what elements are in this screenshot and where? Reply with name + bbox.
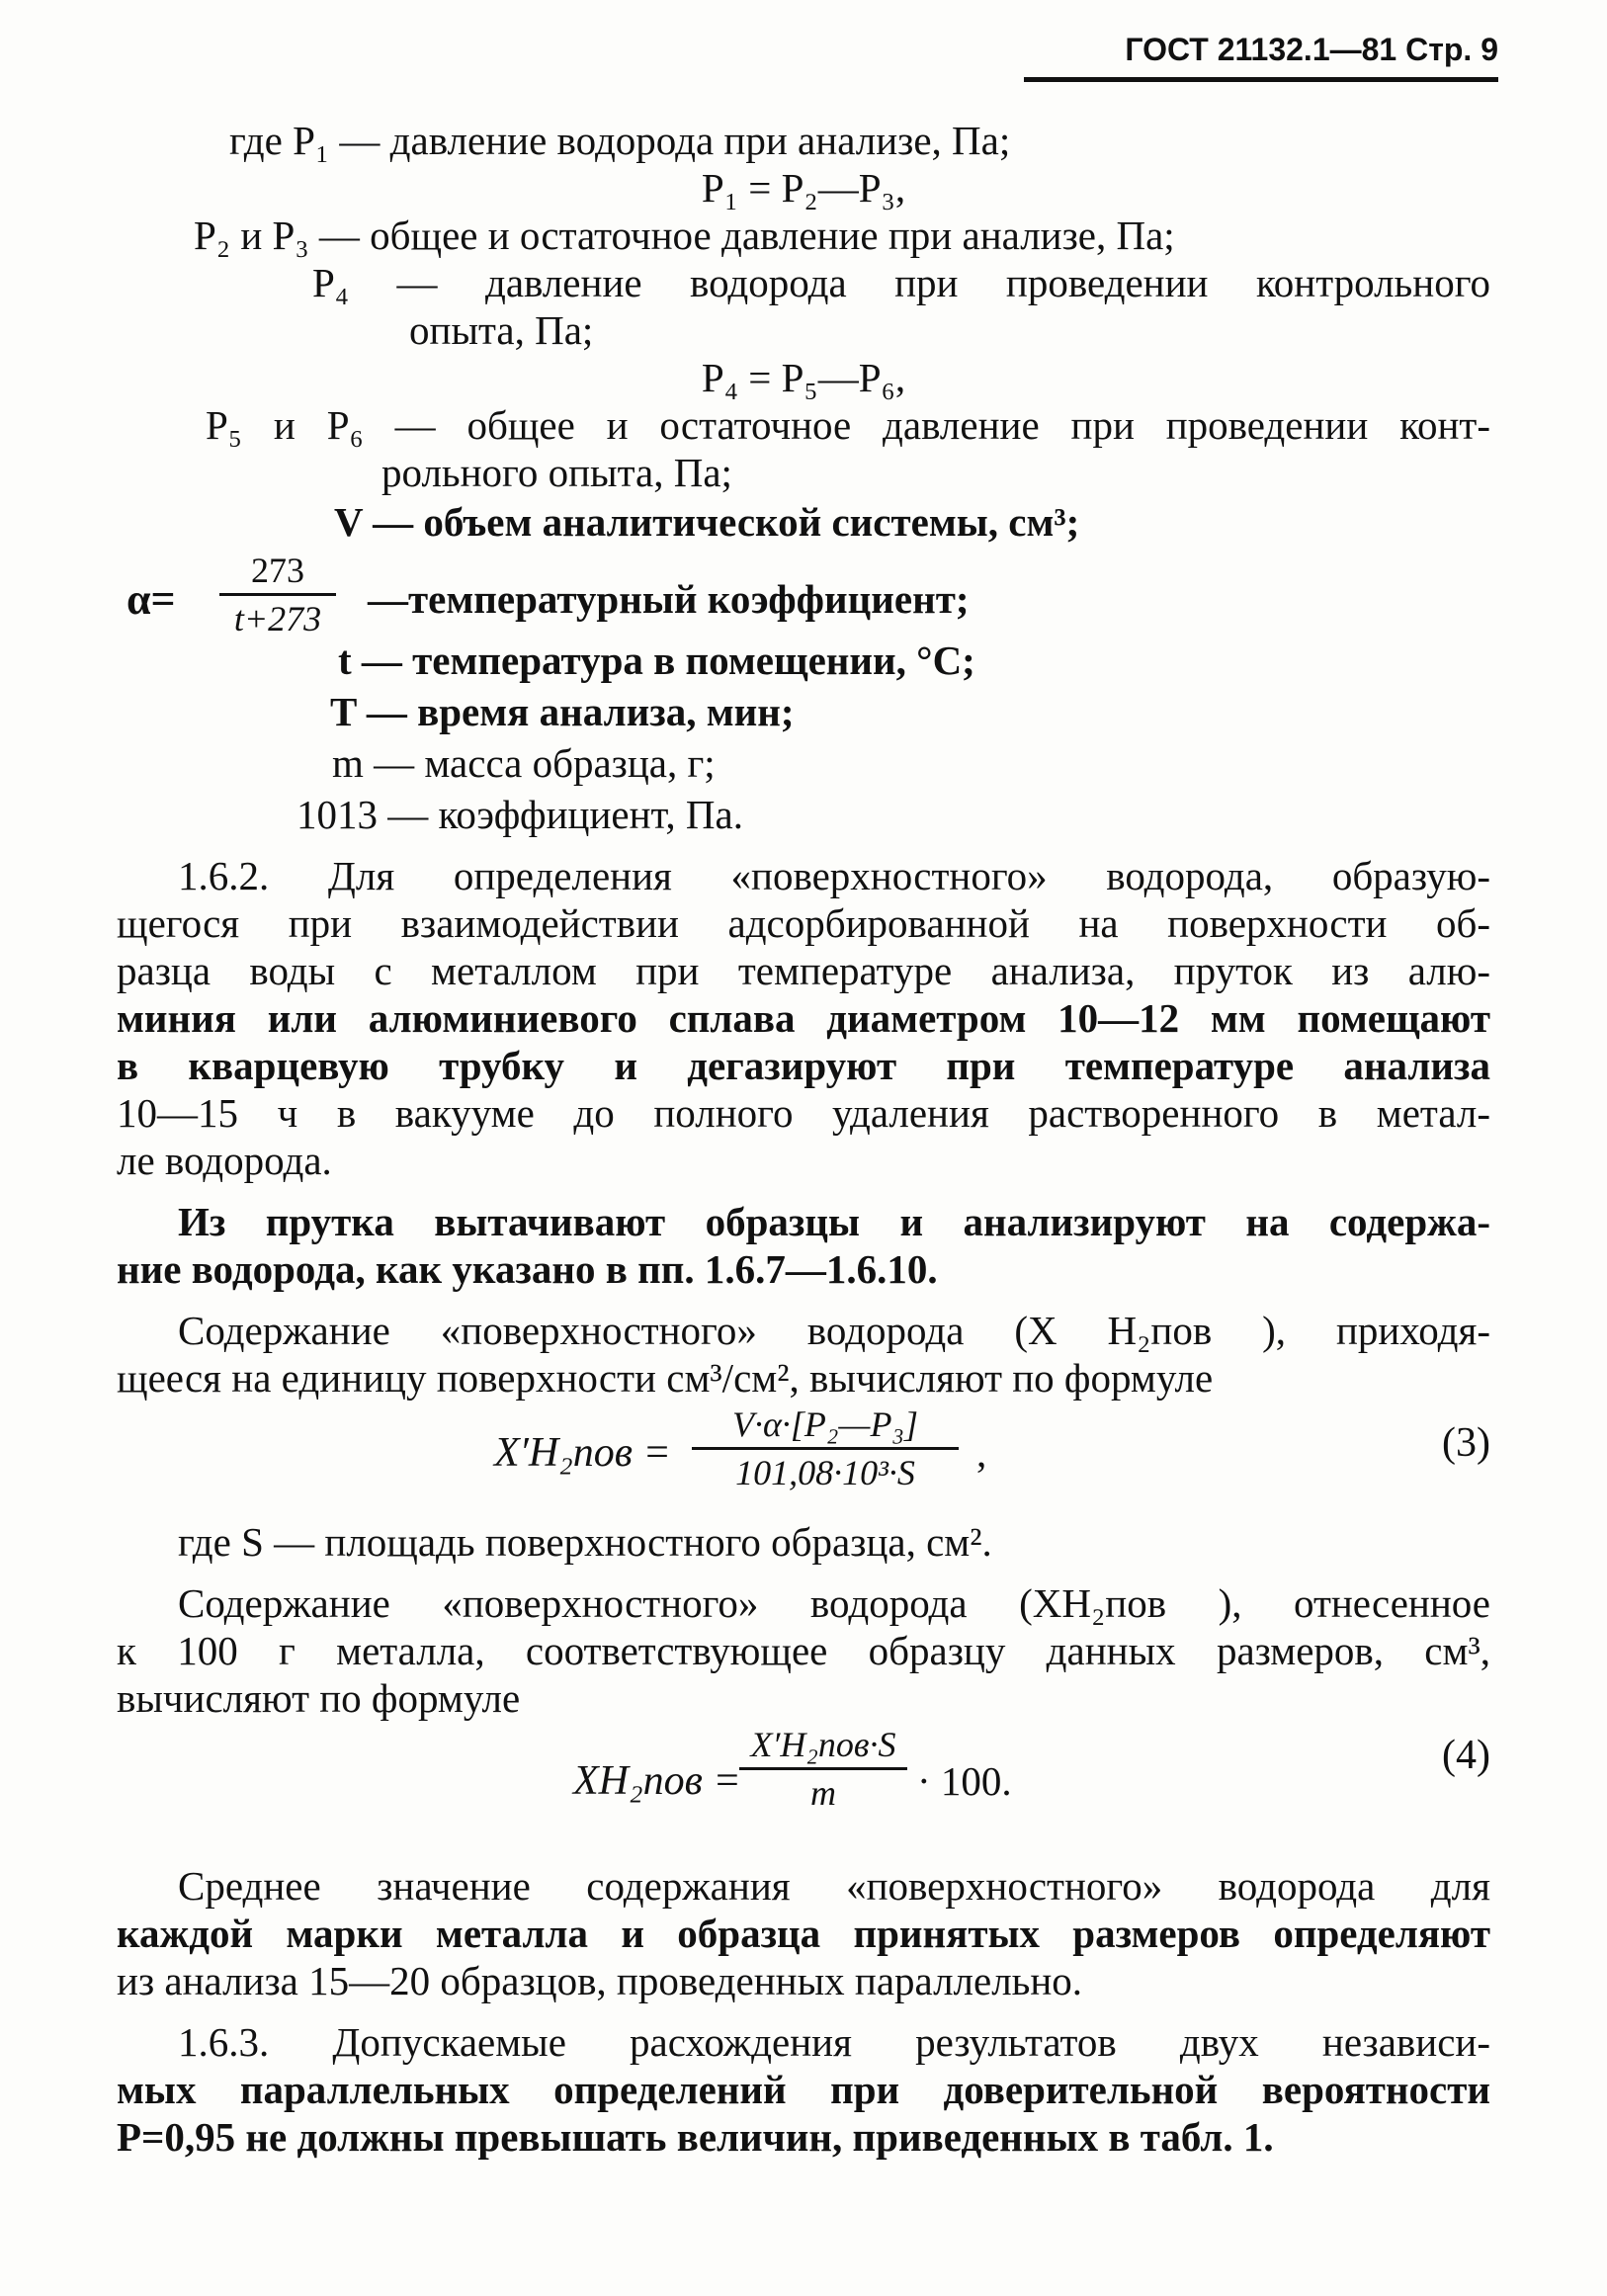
formula4-fraction (739, 1724, 907, 1814)
p163-line-2: мых параллельных определений при доверительной вероятности (117, 2067, 1490, 2112)
page-header: ГОСТ 21132.1—81 Стр. 9 (1024, 28, 1498, 82)
pmean-line-2: каждой марки металла и образца принятых размеров определяют (117, 1911, 1490, 1956)
def-m: m — масса образца, г; (332, 740, 716, 786)
p162-line-4: миния или алюминиевого сплава диаметром 10—12 мм помещают (117, 995, 1490, 1041)
pcontent1-line-2: щееся на единицу поверхности см³/см², вычисляют по формуле (117, 1355, 1214, 1401)
formula4-number: (4) (1442, 1733, 1490, 1778)
pcontent2-line-1: Содержание «поверхностного» водорода (XH₂пов ), отнесенное (178, 1580, 1490, 1626)
p163-line-3: P=0,95 не должны превышать величин, приведенных в табл. 1. (117, 2114, 1274, 2160)
p162-line-5: в кварцевую трубку и дегазируют при температуре анализа (117, 1043, 1490, 1088)
pmean-line-3: из анализа 15—20 образцов, проведенных параллельно. (117, 1958, 1083, 2003)
p163-line-1: 1.6.3. Допускаемые расхождения результатов двух независи- (178, 2019, 1490, 2065)
def-v: V — объем аналитической системы, см³; (334, 499, 1080, 545)
formula3-number: (3) (1442, 1420, 1490, 1466)
formula-p1: P₁ = P₂—P₃, (701, 165, 906, 211)
formula3-fraction (692, 1403, 959, 1493)
def-alpha: —температурный коэффициент; (368, 576, 970, 622)
formula3-lhs: X′H₂пов = (494, 1430, 671, 1476)
where-s: где S — площадь поверхностного образца, см². (178, 1519, 992, 1565)
def-p5-p6-cont: рольного опыта, Па; (381, 450, 732, 495)
def-1013: 1013 — коэффициент, Па. (296, 792, 743, 837)
p162-line-3: разца воды с металлом при температуре анализа, пруток из алю- (117, 948, 1490, 993)
def-p5-p6: P₅ и P₆ — общее и остаточное давление при проведении конт- (206, 402, 1490, 448)
def-time: T — время анализа, мин; (330, 689, 795, 734)
pcontent2-line-2: к 100 г металла, соответствующее образцу данных размеров, см³, (117, 1628, 1490, 1673)
def-p1: где P₁ — давление водорода при анализе, Па; (229, 118, 1011, 163)
p162-line-1: 1.6.2. Для определения «поверхностного» водорода, образую- (178, 853, 1490, 898)
formula3-denominator: 101,08·10³·S (735, 1453, 915, 1492)
alpha-denominator: t+273 (233, 599, 322, 638)
formula4-tail: · 100. (917, 1758, 1012, 1804)
formula3-numerator: V·α·[P₂—P₃] (692, 1403, 959, 1450)
alpha-fraction (219, 550, 336, 639)
alpha-numerator: 273 (219, 550, 336, 596)
alpha-symbol: α= (127, 575, 176, 624)
pbar-line-2: ние водорода, как указано в пп. 1.6.7—1.6.10. (117, 1246, 938, 1292)
def-p2-p3: P₂ и P₃ — общее и остаточное давление при анализе, Па; (194, 213, 1175, 258)
p162-line-7: ле водорода. (117, 1138, 332, 1183)
pcontent1-line-1: Содержание «поверхностного» водорода (X H₂пов ), приходя- (178, 1308, 1490, 1353)
def-p4: P₄ — давление водорода при проведении контрольного (312, 260, 1490, 305)
formula-p4: P₄ = P₅—P₆, (701, 355, 906, 400)
formula4-numerator: X′H₂пов·S (739, 1724, 907, 1770)
def-p4-cont: опыта, Па; (409, 307, 594, 353)
formula4-denominator: m (810, 1773, 836, 1813)
pmean-line-1: Среднее значение содержания «поверхностного» водорода для (178, 1863, 1490, 1909)
p162-line-6: 10—15 ч в вакууме до полного удаления растворенного в метал- (117, 1090, 1490, 1136)
p162-line-2: щегося при взаимодействии адсорбированной на поверхности об- (117, 900, 1490, 946)
pbar-line-1: Из прутка вытачивают образцы и анализируют на содержа- (178, 1199, 1490, 1244)
formula4-lhs: XH₂пов = (573, 1758, 741, 1804)
formula3-tail: , (976, 1430, 987, 1476)
pcontent2-line-3: вычисляют по формуле (117, 1675, 521, 1721)
def-t: t — температура в помещении, °C; (338, 638, 975, 683)
